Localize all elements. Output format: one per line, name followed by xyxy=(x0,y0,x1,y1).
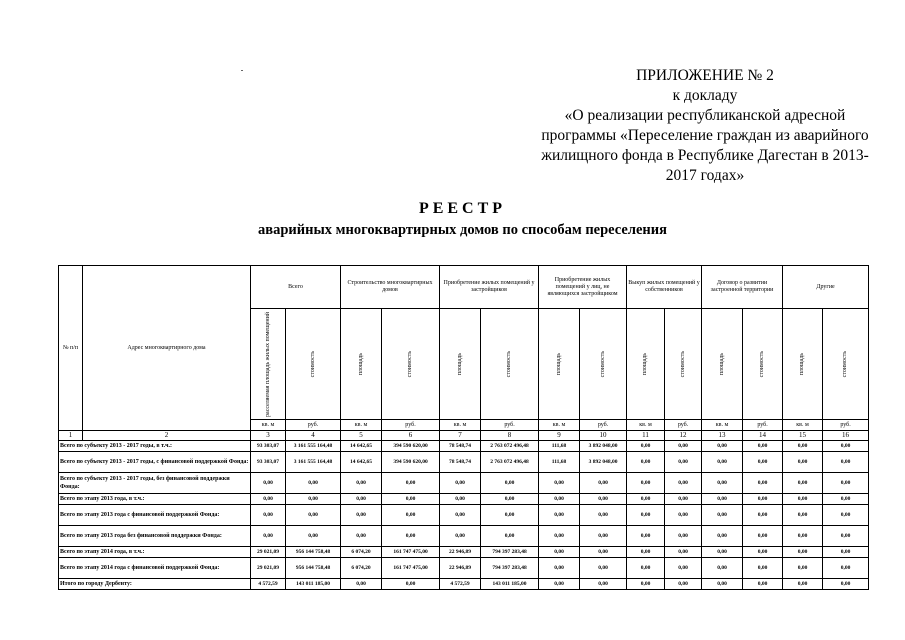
header-row-groups xyxy=(59,266,869,309)
value-cell: 0,00 xyxy=(286,494,341,505)
appendix-doc-title-line: «О реализации республиканской адресной xyxy=(564,107,846,124)
subheader-cell xyxy=(823,309,869,420)
subheader-cell xyxy=(580,309,627,420)
value-cell: 3 892 048,00 xyxy=(580,452,627,473)
value-cell: 93 303,07 xyxy=(251,441,286,452)
subheader-cell xyxy=(539,309,580,420)
unit-cell: кв. м xyxy=(702,420,743,431)
value-cell: 0,00 xyxy=(481,473,539,494)
value-cell: 0,00 xyxy=(743,473,783,494)
value-cell: 14 642,65 xyxy=(341,441,382,452)
column-number-cell: 5 xyxy=(341,431,382,441)
value-cell: 0,00 xyxy=(783,452,823,473)
subheader-cell xyxy=(627,309,665,420)
table-row xyxy=(59,494,869,505)
header-row-column-numbers xyxy=(59,431,869,441)
unit-cell: кв. м xyxy=(783,420,823,431)
value-cell: 0,00 xyxy=(580,526,627,547)
value-cell: 0,00 xyxy=(665,558,702,579)
value-cell: 794 397 283,48 xyxy=(481,547,539,558)
value-cell: 0,00 xyxy=(251,505,286,526)
value-cell: 0,00 xyxy=(702,441,743,452)
subheader-label: площадь xyxy=(718,352,725,376)
column-number-cell: 8 xyxy=(481,431,539,441)
value-cell: 0,00 xyxy=(665,473,702,494)
value-cell: 3 161 555 164,48 xyxy=(286,441,341,452)
value-cell: 0,00 xyxy=(783,526,823,547)
column-number-cell: 4 xyxy=(286,431,341,441)
value-cell: 0,00 xyxy=(823,494,869,505)
value-cell: 0,00 xyxy=(743,505,783,526)
subheader-cell xyxy=(440,309,481,420)
document-title xyxy=(0,200,905,239)
row-label: Всего по этапу 2014 года, в т.ч.: xyxy=(59,547,251,558)
value-cell: 0,00 xyxy=(702,558,743,579)
value-cell: 161 747 475,00 xyxy=(382,558,440,579)
value-cell: 0,00 xyxy=(665,526,702,547)
value-cell: 6 074,20 xyxy=(341,547,382,558)
value-cell: 394 590 620,00 xyxy=(382,441,440,452)
value-cell: 0,00 xyxy=(539,558,580,579)
subheader-cell xyxy=(251,309,286,420)
value-cell: 0,00 xyxy=(539,494,580,505)
unit-cell: кв. м xyxy=(539,420,580,431)
value-cell: 0,00 xyxy=(702,452,743,473)
value-cell: 0,00 xyxy=(665,547,702,558)
header-group-construction: Строительство многоквартирных домов xyxy=(341,266,440,309)
subheader-cell xyxy=(743,309,783,420)
value-cell: 4 572,59 xyxy=(440,579,481,590)
column-number-cell: 2 xyxy=(83,431,251,441)
value-cell: 0,00 xyxy=(823,558,869,579)
subheader-label: площадь xyxy=(642,352,649,376)
value-cell: 0,00 xyxy=(251,526,286,547)
value-cell: 0,00 xyxy=(783,558,823,579)
unit-cell: кв. м xyxy=(251,420,286,431)
header-group-purchase-developers: Приобретение жилых помещений у застройщиков xyxy=(440,266,539,309)
unit-cell: кв. м xyxy=(440,420,481,431)
row-label: Всего по субъекту 2013 - 2017 годы, с финансовой поддержкой Фонда: xyxy=(59,452,251,473)
subheader-cell xyxy=(481,309,539,420)
unit-cell: руб. xyxy=(743,420,783,431)
table-row xyxy=(59,526,869,547)
column-number-cell: 6 xyxy=(382,431,440,441)
value-cell: 0,00 xyxy=(580,494,627,505)
value-cell: 0,00 xyxy=(627,441,665,452)
unit-cell: руб. xyxy=(382,420,440,431)
value-cell: 0,00 xyxy=(823,505,869,526)
scan-speck xyxy=(241,70,243,71)
value-cell: 0,00 xyxy=(382,505,440,526)
value-cell: 0,00 xyxy=(783,473,823,494)
table-row xyxy=(59,473,869,494)
value-cell: 0,00 xyxy=(627,505,665,526)
registry-subheading: аварийных многоквартирных домов по способам переселения xyxy=(258,222,667,238)
value-cell: 0,00 xyxy=(481,526,539,547)
value-cell: 29 021,09 xyxy=(251,547,286,558)
subheader-label: расселяемая площадь жилых помещений xyxy=(264,311,271,417)
value-cell: 0,00 xyxy=(539,526,580,547)
table-row xyxy=(59,505,869,526)
value-cell: 0,00 xyxy=(580,547,627,558)
value-cell: 0,00 xyxy=(440,494,481,505)
value-cell: 0,00 xyxy=(823,526,869,547)
value-cell: 394 590 620,00 xyxy=(382,452,440,473)
subheader-label: стоимость xyxy=(599,350,606,378)
value-cell: 0,00 xyxy=(823,441,869,452)
row-label: Всего по субъекту 2013 - 2017 годы, без финансовой поддержки Фонда: xyxy=(59,473,251,494)
value-cell: 0,00 xyxy=(665,494,702,505)
value-cell: 0,00 xyxy=(341,473,382,494)
value-cell: 0,00 xyxy=(665,579,702,590)
value-cell: 0,00 xyxy=(539,579,580,590)
appendix-header xyxy=(520,66,890,186)
value-cell: 0,00 xyxy=(580,505,627,526)
value-cell: 0,00 xyxy=(286,473,341,494)
header-group-buyout: Выкуп жилых помещений у собственников xyxy=(627,266,702,309)
value-cell: 78 548,74 xyxy=(440,441,481,452)
value-cell: 22 946,89 xyxy=(440,558,481,579)
registry-table-body xyxy=(59,266,869,590)
value-cell: 0,00 xyxy=(627,452,665,473)
subheader-label: стоимость xyxy=(309,350,316,378)
value-cell: 6 074,20 xyxy=(341,558,382,579)
value-cell: 0,00 xyxy=(440,505,481,526)
value-cell: 0,00 xyxy=(743,441,783,452)
value-cell: 22 946,89 xyxy=(440,547,481,558)
value-cell: 0,00 xyxy=(382,473,440,494)
value-cell: 0,00 xyxy=(743,526,783,547)
value-cell: 0,00 xyxy=(743,579,783,590)
subheader-label: стоимость xyxy=(759,350,766,378)
value-cell: 0,00 xyxy=(286,505,341,526)
row-label: Всего по этапу 2014 года с финансовой поддержкой Фонда: xyxy=(59,558,251,579)
value-cell: 0,00 xyxy=(743,452,783,473)
column-number-cell: 13 xyxy=(702,431,743,441)
subheader-label: площадь xyxy=(357,352,364,376)
subheader-cell xyxy=(665,309,702,420)
value-cell: 0,00 xyxy=(539,505,580,526)
value-cell: 956 144 758,48 xyxy=(286,547,341,558)
table-row xyxy=(59,558,869,579)
unit-cell: кв. м xyxy=(627,420,665,431)
header-group-territory-development: Договор о развитии застроенной территории xyxy=(702,266,783,309)
value-cell: 0,00 xyxy=(743,494,783,505)
registry-table xyxy=(58,265,869,590)
value-cell: 0,00 xyxy=(341,505,382,526)
column-number-cell: 1 xyxy=(59,431,83,441)
column-number-cell: 10 xyxy=(580,431,627,441)
value-cell: 93 303,07 xyxy=(251,452,286,473)
value-cell: 0,00 xyxy=(702,505,743,526)
value-cell: 0,00 xyxy=(627,558,665,579)
value-cell: 0,00 xyxy=(286,526,341,547)
value-cell: 0,00 xyxy=(783,494,823,505)
unit-cell: руб. xyxy=(665,420,702,431)
appendix-doc-title-line: 2017 годах» xyxy=(665,167,745,184)
column-number-cell: 14 xyxy=(743,431,783,441)
value-cell: 0,00 xyxy=(382,494,440,505)
value-cell: 3 892 048,00 xyxy=(580,441,627,452)
value-cell: 3 161 555 164,48 xyxy=(286,452,341,473)
subheader-label: площадь xyxy=(555,352,562,376)
table-row xyxy=(59,441,869,452)
value-cell: 0,00 xyxy=(702,547,743,558)
appendix-doc-title-line: программы «Переселение граждан из аварийного xyxy=(541,127,869,144)
value-cell: 0,00 xyxy=(341,526,382,547)
value-cell: 0,00 xyxy=(580,558,627,579)
row-label: Всего по этапу 2013 года, в т.ч.: xyxy=(59,494,251,505)
column-number-cell: 9 xyxy=(539,431,580,441)
value-cell: 0,00 xyxy=(341,579,382,590)
appendix-number: ПРИЛОЖЕНИЕ № 2 xyxy=(636,67,774,84)
unit-cell: руб. xyxy=(823,420,869,431)
value-cell: 0,00 xyxy=(702,473,743,494)
value-cell: 0,00 xyxy=(823,452,869,473)
value-cell: 111,68 xyxy=(539,452,580,473)
table-row xyxy=(59,547,869,558)
value-cell: 0,00 xyxy=(783,505,823,526)
row-label: Всего по этапу 2013 года с финансовой поддержкой Фонда: xyxy=(59,505,251,526)
subheader-label: стоимость xyxy=(842,350,849,378)
header-group-total: Всего xyxy=(251,266,341,309)
value-cell: 161 747 475,00 xyxy=(382,547,440,558)
value-cell: 0,00 xyxy=(823,473,869,494)
value-cell: 29 021,09 xyxy=(251,558,286,579)
column-number-cell: 16 xyxy=(823,431,869,441)
value-cell: 0,00 xyxy=(580,473,627,494)
value-cell: 0,00 xyxy=(702,579,743,590)
value-cell: 111,68 xyxy=(539,441,580,452)
value-cell: 0,00 xyxy=(702,526,743,547)
value-cell: 2 763 072 496,48 xyxy=(481,452,539,473)
value-cell: 143 011 185,00 xyxy=(481,579,539,590)
subheader-label: площадь xyxy=(799,352,806,376)
appendix-reference: к докладу xyxy=(672,87,738,104)
value-cell: 0,00 xyxy=(665,441,702,452)
value-cell: 0,00 xyxy=(627,579,665,590)
appendix-doc-title-line: жилищного фонда в Республике Дагестан в 2013- xyxy=(541,147,869,164)
value-cell: 0,00 xyxy=(341,494,382,505)
subheader-cell xyxy=(286,309,341,420)
unit-cell: руб. xyxy=(286,420,341,431)
table-row xyxy=(59,579,869,590)
subheader-label: стоимость xyxy=(506,350,513,378)
value-cell: 0,00 xyxy=(823,547,869,558)
value-cell: 0,00 xyxy=(702,494,743,505)
header-group-other: Другие xyxy=(783,266,869,309)
subheader-cell xyxy=(702,309,743,420)
value-cell: 0,00 xyxy=(783,547,823,558)
subheader-cell xyxy=(783,309,823,420)
unit-cell: руб. xyxy=(580,420,627,431)
row-label: Итого по городу Дербенту: xyxy=(59,579,251,590)
value-cell: 0,00 xyxy=(440,473,481,494)
value-cell: 0,00 xyxy=(382,526,440,547)
value-cell: 794 397 283,48 xyxy=(481,558,539,579)
column-number-cell: 12 xyxy=(665,431,702,441)
row-label: Всего по субъекту 2013 - 2017 годы, в т.ч.: xyxy=(59,441,251,452)
value-cell: 0,00 xyxy=(743,547,783,558)
value-cell: 0,00 xyxy=(251,473,286,494)
value-cell: 0,00 xyxy=(481,494,539,505)
subheader-label: стоимость xyxy=(679,350,686,378)
subheader-cell xyxy=(382,309,440,420)
value-cell: 0,00 xyxy=(783,579,823,590)
value-cell: 78 548,74 xyxy=(440,452,481,473)
table-row xyxy=(59,452,869,473)
value-cell: 956 144 758,48 xyxy=(286,558,341,579)
column-number-cell: 7 xyxy=(440,431,481,441)
value-cell: 0,00 xyxy=(440,526,481,547)
column-number-cell: 11 xyxy=(627,431,665,441)
value-cell: 0,00 xyxy=(539,473,580,494)
value-cell: 0,00 xyxy=(539,547,580,558)
column-number-cell: 15 xyxy=(783,431,823,441)
value-cell: 0,00 xyxy=(743,558,783,579)
subheader-cell xyxy=(341,309,382,420)
column-number-cell: 3 xyxy=(251,431,286,441)
header-cell-address: Адрес многоквартирного дома xyxy=(83,266,251,431)
value-cell: 0,00 xyxy=(627,526,665,547)
value-cell: 4 572,59 xyxy=(251,579,286,590)
value-cell: 0,00 xyxy=(251,494,286,505)
unit-cell: руб. xyxy=(481,420,539,431)
header-group-purchase-non-developers: Приобретение жилых помещений у лиц, не являющихся застройщиком xyxy=(539,266,627,309)
value-cell: 0,00 xyxy=(823,579,869,590)
registry-heading: РЕЕСТР xyxy=(418,200,507,217)
value-cell: 0,00 xyxy=(665,505,702,526)
row-label: Всего по этапу 2013 года без финансовой поддержки Фонда: xyxy=(59,526,251,547)
value-cell: 0,00 xyxy=(627,473,665,494)
value-cell: 0,00 xyxy=(481,505,539,526)
header-cell-number: № п/п xyxy=(59,266,83,431)
subheader-label: площадь xyxy=(456,352,463,376)
value-cell: 0,00 xyxy=(783,441,823,452)
value-cell: 0,00 xyxy=(627,494,665,505)
value-cell: 0,00 xyxy=(665,452,702,473)
unit-cell: кв. м xyxy=(341,420,382,431)
subheader-label: стоимость xyxy=(407,350,413,378)
value-cell: 143 011 185,00 xyxy=(286,579,341,590)
value-cell: 14 642,65 xyxy=(341,452,382,473)
value-cell: 0,00 xyxy=(580,579,627,590)
value-cell: 2 763 072 496,48 xyxy=(481,441,539,452)
value-cell: 0,00 xyxy=(627,547,665,558)
value-cell: 0,00 xyxy=(382,579,440,590)
